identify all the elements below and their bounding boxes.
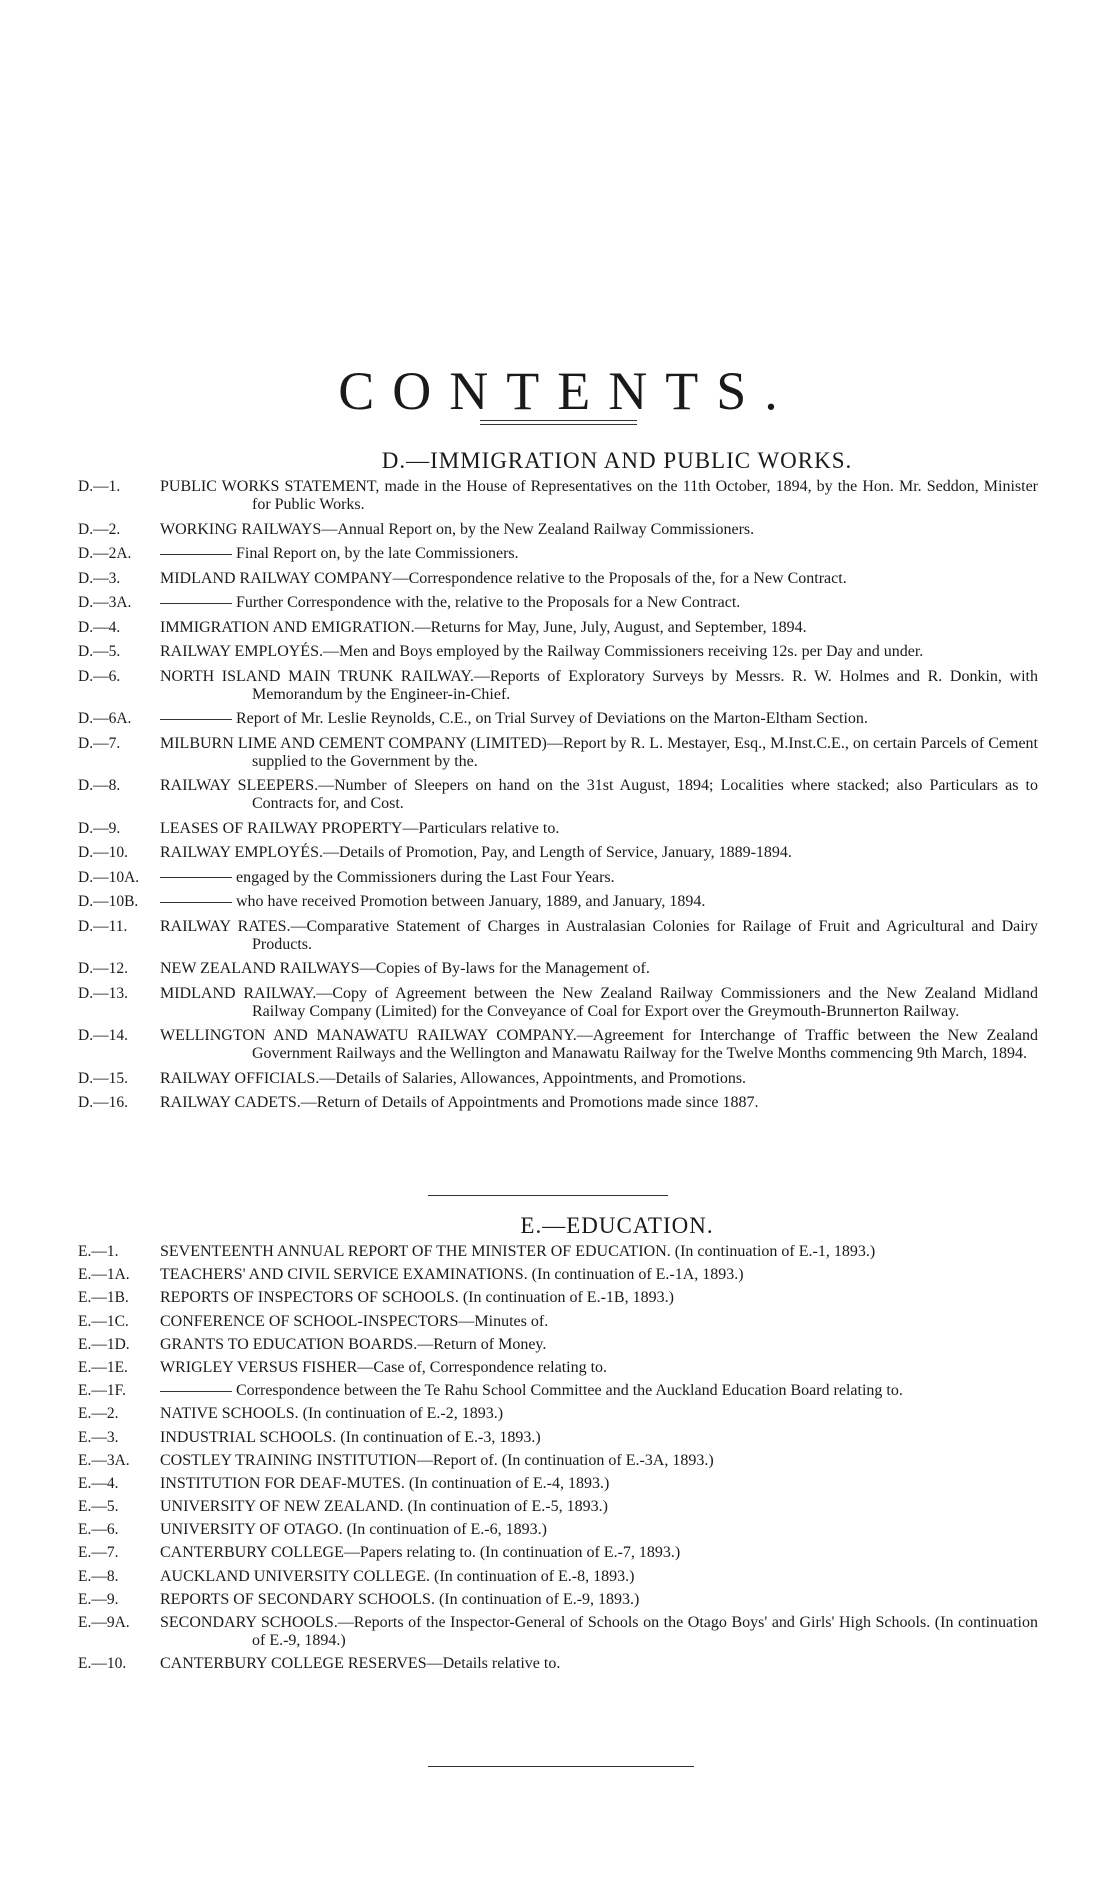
entry-text-block — [160, 1289, 1038, 1307]
section-d-immigration-public-works — [0, 448, 1114, 1119]
entry-code: E.—1C. — [78, 1312, 129, 1330]
entry-code: D.—13. — [78, 984, 128, 1002]
entry-text-block — [160, 960, 1038, 978]
entry-text-block — [160, 521, 1038, 539]
entry-title: NEW ZEALAND RAILWAYS—Copies of By-laws for the Management of. — [160, 960, 650, 977]
contents-entry — [0, 570, 1114, 588]
entry-title: TEACHERS' AND CIVIL SERVICE EXAMINATIONS. (In continuation of E.-1A, 1893.) — [160, 1266, 744, 1284]
entry-list — [0, 1243, 1114, 1673]
contents-entry — [0, 710, 1114, 728]
entry-title: Further Correspondence with the, relative to the Proposals for a New Contract. — [236, 594, 741, 611]
entry-text-block — [160, 668, 1038, 704]
entry-text-block — [160, 1243, 1038, 1261]
entry-code: D.—4. — [78, 618, 121, 636]
entry-title: GRANTS TO EDUCATION BOARDS.—Return of Money. — [160, 1335, 547, 1353]
entry-title: RAILWAY OFFICIALS.—Details of Salaries, Allowances, Appointments, and Promotions. — [160, 1069, 747, 1087]
entry-title: Correspondence between the Te Rahu School Committee and the Auckland Education Board relating to. — [236, 1382, 903, 1400]
contents-entry — [0, 1289, 1114, 1307]
contents-entry — [0, 545, 1114, 563]
contents-entry — [0, 1544, 1114, 1562]
entry-text-block — [160, 619, 1038, 637]
section-e-education — [0, 1213, 1114, 1678]
entry-text-block — [160, 918, 1038, 954]
entry-title: UNIVERSITY OF NEW ZEALAND. (In continuation of E.-5, 1893.) — [160, 1498, 608, 1516]
entry-code: D.—6. — [78, 667, 121, 685]
entry-text-block — [160, 1498, 1038, 1516]
contents-entry — [0, 1266, 1114, 1284]
ditto-dash — [160, 1391, 232, 1392]
entry-code: E.—7. — [78, 1544, 119, 1562]
ditto-dash — [160, 719, 232, 720]
entry-text-block — [160, 985, 1038, 1021]
contents-entry — [0, 1452, 1114, 1470]
contents-entry — [0, 820, 1114, 838]
entry-title: PUBLIC WORKS STATEMENT, made in the House of Representatives on the 11th October, 1894, by the Hon. Mr. Seddon, Minister for Public Works. — [160, 478, 1038, 513]
entry-code: E.—3. — [78, 1428, 119, 1446]
entry-title: WRIGLEY VERSUS FISHER—Case of, Correspondence relating to. — [160, 1358, 608, 1376]
entry-code: E.—1A. — [78, 1266, 130, 1284]
contents-entry — [0, 594, 1114, 612]
contents-entry — [0, 1475, 1114, 1493]
entry-title: REPORTS OF INSPECTORS OF SCHOOLS. (In continuation of E.-1B, 1893.) — [160, 1289, 674, 1307]
entry-text-block — [160, 1655, 1038, 1673]
ditto-dash — [160, 603, 232, 604]
entry-title: COSTLEY TRAINING INSTITUTION—Report of. (In continuation of E.-3A, 1893.) — [160, 1451, 714, 1469]
contents-entry — [0, 1405, 1114, 1423]
contents-entry — [0, 777, 1114, 813]
entry-text-block — [160, 1027, 1038, 1063]
entry-title: Report of Mr. Leslie Reynolds, C.E., on Trial Survey of Deviations on the Marton-Eltham Section. — [236, 710, 868, 727]
contents-entry — [0, 643, 1114, 661]
entry-title: RAILWAY EMPLOYÉS.—Details of Promotion, Pay, and Length of Service, January, 1889-1894. — [160, 844, 792, 861]
entry-text-block — [160, 777, 1038, 813]
entry-code: E.—9A. — [78, 1614, 130, 1631]
entry-title: MIDLAND RAILWAY COMPANY—Correspondence relative to the Proposals of the, for a New Contract. — [160, 569, 847, 587]
entry-code: E.—5. — [78, 1498, 119, 1516]
entry-text-block — [160, 1544, 1038, 1562]
entry-code: E.—1F. — [78, 1382, 126, 1400]
entry-title: SEVENTEENTH ANNUAL REPORT OF THE MINISTER OF EDUCATION. (In continuation of E.-1, 1893.) — [160, 1243, 876, 1260]
entry-text-block — [160, 893, 1038, 911]
entry-code: D.—7. — [78, 734, 121, 752]
contents-entry — [0, 893, 1114, 911]
page-title: CONTENTS. — [338, 361, 796, 421]
entry-code: E.—4. — [78, 1474, 119, 1492]
entry-code: D.—2. — [78, 520, 121, 538]
end-divider — [428, 1766, 694, 1767]
entry-code: E.—8. — [78, 1567, 119, 1585]
entry-title: RAILWAY RATES.—Comparative Statement of Charges in Australasian Colonies for Railage of Fruit and Agricultural and Dairy Products. — [160, 917, 1038, 953]
entry-code: E.—3A. — [78, 1451, 130, 1469]
entry-text-block — [160, 1405, 1038, 1423]
entry-title: INDUSTRIAL SCHOOLS. (In continuation of E.-3, 1893.) — [160, 1428, 541, 1446]
entry-title: WELLINGTON AND MANAWATU RAILWAY COMPANY.—Agreement for Interchange of Traffic between the New Zealand Government Railways and the Wellington and Manawatu Railway for the Twelve Months commencing 9th March, 1894. — [160, 1027, 1038, 1062]
entry-text-block — [160, 735, 1038, 771]
contents-entry — [0, 985, 1114, 1021]
entry-title: RAILWAY SLEEPERS.—Number of Sleepers on hand on the 31st August, 1894; Localities where stacked; also Particulars as to Contracts for, and Cost. — [160, 777, 1038, 812]
ditto-dash — [160, 877, 232, 878]
entry-code: D.—11. — [78, 917, 128, 935]
entry-text-block — [160, 1336, 1038, 1354]
contents-entry — [0, 1568, 1114, 1586]
entry-code: D.—9. — [78, 819, 121, 837]
entry-code: E.—1B. — [78, 1289, 129, 1307]
entry-code: D.—14. — [78, 1027, 128, 1044]
entry-text-block — [160, 820, 1038, 838]
entry-title: RAILWAY CADETS.—Return of Details of Appointments and Promotions made since 1887. — [160, 1094, 759, 1111]
contents-entry — [0, 1027, 1114, 1063]
entry-text-block — [160, 1094, 1038, 1112]
entry-title: engaged by the Commissioners during the Last Four Years. — [236, 868, 615, 886]
entry-title: LEASES OF RAILWAY PROPERTY—Particulars relative to. — [160, 819, 560, 837]
contents-entry — [0, 1655, 1114, 1673]
entry-code: D.—3. — [78, 569, 121, 587]
entry-text-block — [160, 1313, 1038, 1331]
entry-list — [0, 478, 1114, 1112]
entry-title: REPORTS OF SECONDARY SCHOOLS. (In continuation of E.-9, 1893.) — [160, 1590, 640, 1608]
entry-text-block — [160, 478, 1038, 514]
entry-text-block — [160, 1475, 1038, 1493]
entry-title: UNIVERSITY OF OTAGO. (In continuation of E.-6, 1893.) — [160, 1521, 547, 1539]
entry-code: E.—2. — [78, 1405, 119, 1423]
title-rule — [480, 424, 637, 425]
entry-text-block — [160, 1266, 1038, 1284]
entry-code: E.—6. — [78, 1521, 119, 1539]
contents-entry — [0, 1521, 1114, 1539]
entry-title: INSTITUTION FOR DEAF-MUTES. (In continuation of E.-4, 1893.) — [160, 1474, 610, 1492]
entry-title: who have received Promotion between January, 1889, and January, 1894. — [236, 893, 706, 910]
entry-text-block — [160, 1614, 1038, 1650]
contents-entry — [0, 1614, 1114, 1650]
contents-entry — [0, 1429, 1114, 1447]
entry-text-block — [160, 1382, 1038, 1400]
contents-entry — [0, 1498, 1114, 1516]
contents-entry — [0, 1336, 1114, 1354]
entry-code: D.—12. — [78, 960, 128, 977]
entry-title: CANTERBURY COLLEGE—Papers relating to. (In continuation of E.-7, 1893.) — [160, 1544, 681, 1562]
entry-code: E.—1. — [78, 1243, 119, 1260]
contents-entry — [0, 1382, 1114, 1400]
entry-title: NATIVE SCHOOLS. (In continuation of E.-2, 1893.) — [160, 1405, 504, 1423]
entry-text-block — [160, 844, 1038, 862]
section-heading: E.—EDUCATION. — [520, 1213, 714, 1238]
entry-title: MILBURN LIME AND CEMENT COMPANY (LIMITED)—Report by R. L. Mestayer, Esq., M.Inst.C.E., on certain Parcels of Cement supplied to the Government by the. — [160, 734, 1038, 770]
entry-text-block — [160, 545, 1038, 563]
entry-text-block — [160, 1429, 1038, 1447]
contents-entry — [0, 1094, 1114, 1112]
entry-text-block — [160, 643, 1038, 661]
entry-title: IMMIGRATION AND EMIGRATION.—Returns for May, June, July, August, and September, 1894. — [160, 618, 807, 636]
entry-code: D.—6A. — [78, 710, 132, 727]
entry-title: CANTERBURY COLLEGE RESERVES—Details relative to. — [160, 1655, 561, 1673]
entry-code: D.—16. — [78, 1094, 128, 1111]
entry-code: D.—1. — [78, 478, 121, 495]
section-divider — [428, 1195, 668, 1196]
contents-entry — [0, 869, 1114, 887]
entry-text-block — [160, 570, 1038, 588]
entry-title: RAILWAY EMPLOYÉS.—Men and Boys employed by the Railway Commissioners receiving 12s. per Day and under. — [160, 643, 924, 660]
entry-title: SECONDARY SCHOOLS.—Reports of the Inspector-General of Schools on the Otago Boys' and Girls' High Schools. (In continuation of E.-9, 1894.) — [160, 1614, 1038, 1649]
entry-text-block — [160, 869, 1038, 887]
entry-code: D.—10B. — [78, 893, 139, 910]
entry-code: E.—1D. — [78, 1335, 130, 1353]
ditto-dash — [160, 554, 232, 555]
entry-code: D.—2A. — [78, 545, 132, 562]
entry-code: D.—8. — [78, 777, 121, 794]
contents-entry — [0, 619, 1114, 637]
entry-text-block — [160, 594, 1038, 612]
entry-code: D.—5. — [78, 643, 121, 660]
entry-code: D.—3A. — [78, 594, 132, 611]
contents-entry — [0, 521, 1114, 539]
entry-code: E.—1E. — [78, 1358, 128, 1376]
section-heading: D.—IMMIGRATION AND PUBLIC WORKS. — [381, 448, 853, 473]
entry-title: Final Report on, by the late Commissioners. — [236, 545, 519, 562]
entry-code: D.—10. — [78, 844, 128, 861]
entry-text-block — [160, 1359, 1038, 1377]
entry-code: E.—10. — [78, 1655, 127, 1673]
entry-title: WORKING RAILWAYS—Annual Report on, by the New Zealand Railway Commissioners. — [160, 520, 755, 538]
entry-title: AUCKLAND UNIVERSITY COLLEGE. (In continuation of E.-8, 1893.) — [160, 1567, 635, 1585]
entry-text-block — [160, 1070, 1038, 1088]
entry-code: D.—10A. — [78, 868, 140, 886]
contents-entry — [0, 960, 1114, 978]
entry-title: MIDLAND RAILWAY.—Copy of Agreement between the New Zealand Railway Commissioners and the New Zealand Midland Railway Company (Limited) for the Conveyance of Coal for Export over the Greymouth-Brunnerton Railway. — [160, 984, 1038, 1020]
entry-title: NORTH ISLAND MAIN TRUNK RAILWAY.—Reports of Exploratory Surveys by Messrs. R. W. Holmes and R. Donkin, with Memorandum by the Engineer-in-Chief. — [160, 667, 1038, 703]
contents-entry — [0, 1070, 1114, 1088]
entry-text-block — [160, 1452, 1038, 1470]
contents-entry — [0, 1359, 1114, 1377]
contents-entry — [0, 1591, 1114, 1609]
entry-text-block — [160, 1591, 1038, 1609]
entry-title: CONFERENCE OF SCHOOL-INSPECTORS—Minutes of. — [160, 1312, 549, 1330]
contents-entry — [0, 735, 1114, 771]
ditto-dash — [160, 902, 232, 903]
contents-entry — [0, 918, 1114, 954]
entry-text-block — [160, 1568, 1038, 1586]
contents-entry — [0, 478, 1114, 514]
title-rule — [480, 420, 637, 421]
contents-entry — [0, 1243, 1114, 1261]
contents-entry — [0, 1313, 1114, 1331]
entry-code: D.—15. — [78, 1069, 128, 1087]
entry-code: E.—9. — [78, 1590, 119, 1608]
entry-text-block — [160, 710, 1038, 728]
contents-entry — [0, 844, 1114, 862]
contents-entry — [0, 668, 1114, 704]
entry-text-block — [160, 1521, 1038, 1539]
